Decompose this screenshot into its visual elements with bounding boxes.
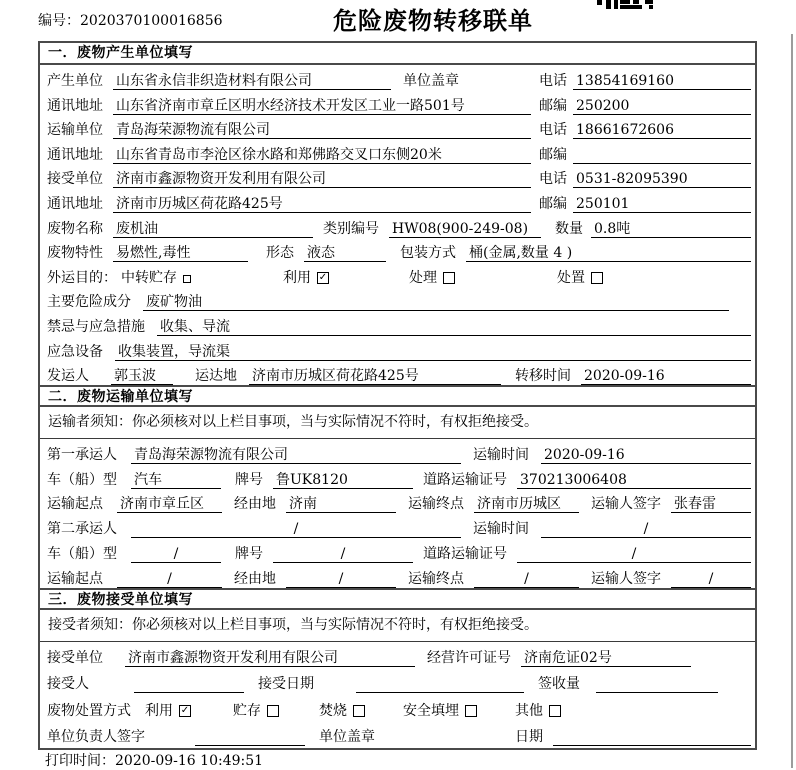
waste-name-value: 废机油 <box>113 222 313 238</box>
purpose-option-treat <box>409 267 455 287</box>
date-label: 日期 <box>515 729 543 745</box>
route1-sign-value: 张春雷 <box>671 497 751 513</box>
waste-form-value: 液态 <box>304 246 386 262</box>
transporter-row <box>40 114 755 139</box>
carrier2-time-value: / <box>541 522 751 538</box>
purpose-option-transfer-storage <box>121 267 191 287</box>
dispose-checkbox[interactable] <box>591 272 603 284</box>
accept-date-label: 接受日期 <box>258 676 314 692</box>
road-license2-label: 道路运输证号 <box>423 545 507 562</box>
transporter-address-value: 山东省青岛市李沧区徐水路和郑佛路交叉口东侧20米 <box>113 148 531 164</box>
acceptor-row <box>40 668 755 695</box>
hazard-row <box>40 286 755 311</box>
waste-pack-label: 包装方式 <box>400 245 456 262</box>
waste-name-label: 废物名称 <box>47 220 103 237</box>
producer-value: 山东省永信非织造材料有限公司 <box>113 74 391 90</box>
print-time-line <box>45 750 263 770</box>
signed-qty-label: 签收量 <box>538 676 580 692</box>
vehicle2-row <box>40 538 755 563</box>
unit-signature-value <box>195 730 305 746</box>
disposal-incinerate-checkbox[interactable] <box>353 705 365 717</box>
waste-code-value: HW08(900-249-08) <box>389 222 541 238</box>
page-right-edge <box>791 34 793 768</box>
route2-row <box>40 563 755 588</box>
producer-address-row <box>40 90 755 115</box>
vehicle1-value: 汽车 <box>131 473 221 489</box>
accept-unit-row <box>40 642 755 669</box>
route2-end-label: 运输终点 <box>408 570 464 587</box>
taboo-value: 收集、导流 <box>157 320 751 336</box>
transporter-phone-value: 18661672606 <box>573 123 751 139</box>
section1-header: 一．废物产生单位填写 <box>40 43 755 65</box>
receiver-value: 济南市鑫源物资开发利用有限公司 <box>113 172 531 188</box>
route1-via-value: 济南 <box>286 497 396 513</box>
carrier2-label: 第二承运人 <box>47 521 117 538</box>
carrier2-row <box>40 513 755 538</box>
transporter-address-label: 通讯地址 <box>47 146 103 163</box>
waste-traits-row <box>40 237 755 262</box>
disposal-option-incinerate <box>319 700 365 720</box>
receiver-zip-value: 250101 <box>573 197 751 213</box>
transporter-phone-label: 电话 <box>539 122 567 139</box>
doc-number-line <box>38 10 223 30</box>
hazard-label: 主要危险成分 <box>47 294 131 311</box>
purpose-option-label: 中转贮存 <box>121 269 177 286</box>
section3-notice: 接受者须知：你必须核对以上栏目事项，当与实际情况不符时，有权拒绝接受。 <box>40 610 755 642</box>
destination-label: 运达地 <box>195 368 237 385</box>
disposal-option-label: 焚烧 <box>319 702 347 719</box>
transporter-zip-value <box>573 148 751 164</box>
producer-address-value: 山东省济南市章丘区明水经济技术开发区工业一路501号 <box>113 99 531 115</box>
carrier1-time-value: 2020-09-16 <box>541 448 751 464</box>
receiver-address-row <box>40 188 755 213</box>
shipper-row <box>40 360 755 385</box>
disposal-row <box>40 695 755 722</box>
plate2-value: / <box>273 547 413 563</box>
route1-origin-label: 运输起点 <box>47 496 103 513</box>
route2-end-value: / <box>474 572 579 588</box>
section3-header: 三．废物接受单位填写 <box>40 588 755 610</box>
disposal-option-store <box>233 700 279 720</box>
carrier2-time-label: 运输时间 <box>473 521 529 538</box>
carrier2-value: / <box>131 522 461 538</box>
route2-origin-value: / <box>117 572 222 588</box>
page-title: 危险废物转移联单 <box>333 7 533 35</box>
disposal-option-label: 其他 <box>515 702 543 719</box>
disposal-option-label: 安全填埋 <box>403 702 459 719</box>
producer-zip-value: 250200 <box>573 99 751 115</box>
receiver-zip-label: 邮编 <box>539 195 567 212</box>
transporter-label: 运输单位 <box>47 122 103 139</box>
print-time-value: 2020-09-16 10:49:51 <box>115 753 264 769</box>
route1-end-label: 运输终点 <box>408 496 464 513</box>
doc-number-label: 编号： <box>38 13 80 29</box>
receiver-label: 接受单位 <box>47 171 103 188</box>
equipment-label: 应急设备 <box>47 343 103 360</box>
purpose-option-label: 处置 <box>557 269 585 286</box>
purpose-label: 外运目的： <box>47 269 117 286</box>
purpose-option-dispose <box>557 267 603 287</box>
producer-address-label: 通讯地址 <box>47 97 103 114</box>
purpose-option-label: 利用 <box>283 269 311 286</box>
waste-name-row <box>40 213 755 238</box>
plate2-label: 牌号 <box>235 545 263 562</box>
plate1-value: 鲁UK8120 <box>273 473 413 489</box>
producer-label: 产生单位 <box>47 73 103 89</box>
producer-row <box>40 65 755 90</box>
road-license1-value: 370213006408 <box>517 473 751 489</box>
transfer-time-label: 转移时间 <box>515 368 571 385</box>
purpose-option-label: 处理 <box>409 269 437 286</box>
route2-via-label: 经由地 <box>234 570 276 587</box>
route2-sign-value: / <box>671 572 751 588</box>
treat-checkbox[interactable] <box>443 272 455 284</box>
unit-seal-label: 单位盖章 <box>319 729 375 745</box>
waste-code-label: 类别编号 <box>323 220 379 237</box>
receiver-phone-value: 0531-82095390 <box>573 172 751 188</box>
waste-qty-label: 数量 <box>555 220 583 237</box>
route1-end-value: 济南市历城区 <box>474 497 579 513</box>
route1-via-label: 经由地 <box>234 496 276 513</box>
transporter-zip-label: 邮编 <box>539 146 567 163</box>
disposal-store-checkbox[interactable] <box>267 705 279 717</box>
producer-phone-value: 13854169160 <box>573 74 751 90</box>
purpose-option-utilize <box>283 267 329 287</box>
transfer-storage-checkbox[interactable] <box>183 275 191 283</box>
route1-origin-value: 济南市章丘区 <box>117 497 222 513</box>
section2-header: 二．废物运输单位填写 <box>40 385 755 407</box>
transfer-time-value: 2020-09-16 <box>581 369 751 385</box>
route2-sign-label: 运输人签字 <box>591 570 661 587</box>
waste-traits-label: 废物特性 <box>47 245 103 262</box>
acceptor-value <box>134 677 244 693</box>
accept-unit-value: 济南市鑫源物资开发利用有限公司 <box>125 651 415 667</box>
receiver-row <box>40 163 755 188</box>
disposal-landfill-checkbox[interactable] <box>465 705 477 717</box>
waste-pack-value: 桶(金属,数量 4 ) <box>466 246 751 262</box>
purpose-row <box>40 262 755 287</box>
disposal-label: 废物处置方式 <box>47 702 131 719</box>
disposal-option-label: 利用 <box>145 702 173 719</box>
qr-code-fragment <box>597 0 653 9</box>
plate1-label: 牌号 <box>235 471 263 488</box>
carrier1-time-label: 运输时间 <box>473 446 529 463</box>
manifest-form <box>38 41 757 750</box>
carrier1-value: 青岛海荣源物流有限公司 <box>131 448 461 464</box>
producer-seal-label: 单位盖章 <box>403 73 459 89</box>
unit-signature-row <box>40 721 755 748</box>
producer-phone-label: 电话 <box>539 73 567 89</box>
receiver-phone-label: 电话 <box>539 171 567 188</box>
date-value <box>553 730 751 746</box>
route1-row <box>40 488 755 513</box>
disposal-utilize-checkbox[interactable]: ✓ <box>180 705 190 716</box>
receiver-address-value: 济南市历城区荷花路425号 <box>113 197 531 213</box>
receiver-address-label: 通讯地址 <box>47 195 103 212</box>
transporter-value: 青岛海荣源物流有限公司 <box>113 123 531 139</box>
equipment-value: 收集装置，导流渠 <box>115 345 751 361</box>
vehicle1-row <box>40 464 755 489</box>
taboo-row <box>40 311 755 336</box>
operate-license-value: 济南危证02号 <box>521 651 691 667</box>
shipper-value: 郭玉波 <box>111 369 173 385</box>
route1-sign-label: 运输人签字 <box>591 496 661 513</box>
route2-via-value: / <box>286 572 396 588</box>
road-license1-label: 道路运输证号 <box>423 471 507 488</box>
producer-zip-label: 邮编 <box>539 97 567 114</box>
disposal-option-other <box>515 700 561 720</box>
vehicle2-label: 车（船）型 <box>47 545 117 562</box>
disposal-option-label: 贮存 <box>233 702 261 719</box>
section2-notice: 运输者须知：你必须核对以上栏目事项，当与实际情况不符时，有权拒绝接受。 <box>40 407 755 439</box>
disposal-option-utilize <box>145 700 191 720</box>
carrier1-row <box>40 439 755 464</box>
doc-number-value: 2020370100016856 <box>80 13 223 29</box>
carrier1-label: 第一承运人 <box>47 446 117 463</box>
road-license2-value: / <box>517 547 751 563</box>
signed-qty-value <box>596 677 718 693</box>
waste-traits-value: 易燃性,毒性 <box>113 246 248 262</box>
hazard-value: 废矿物油 <box>143 295 729 311</box>
accept-date-value <box>356 677 524 693</box>
destination-value: 济南市历城区荷花路425号 <box>249 369 501 385</box>
acceptor-label: 接受人 <box>47 676 89 692</box>
print-time-label: 打印时间： <box>45 753 115 769</box>
utilize-checkbox[interactable]: ✓ <box>318 272 328 284</box>
waste-form-label: 形态 <box>266 245 294 262</box>
taboo-label: 禁忌与应急措施 <box>47 318 145 335</box>
vehicle1-label: 车（船）型 <box>47 471 117 488</box>
disposal-other-checkbox[interactable] <box>549 705 561 717</box>
operate-license-label: 经营许可证号 <box>427 649 511 666</box>
vehicle2-value: / <box>131 547 221 563</box>
transporter-address-row <box>40 139 755 164</box>
shipper-label: 发运人 <box>47 368 89 385</box>
disposal-option-landfill <box>403 700 477 720</box>
waste-qty-value: 0.8吨 <box>591 222 751 238</box>
route2-origin-label: 运输起点 <box>47 570 103 587</box>
accept-unit-label: 接受单位 <box>47 649 103 666</box>
equipment-row <box>40 336 755 361</box>
unit-signature-label: 单位负责人签字 <box>47 729 145 745</box>
